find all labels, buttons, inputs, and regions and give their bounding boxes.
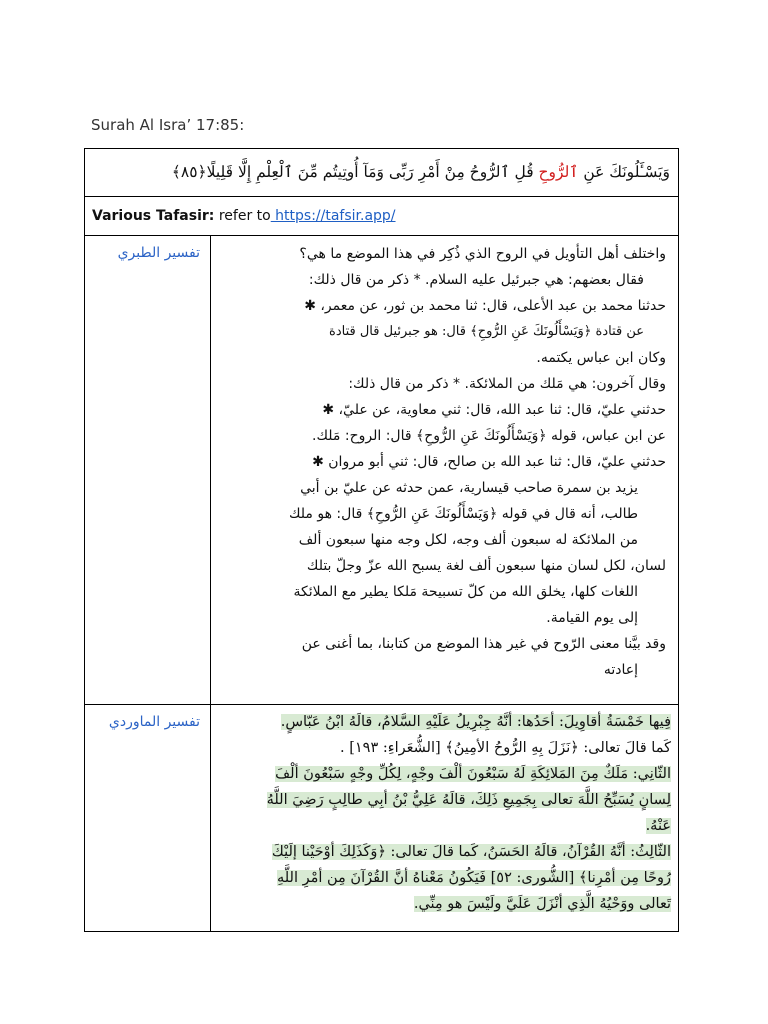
verse-highlight-word: ٱلرُّوحِ — [538, 163, 579, 181]
tabari-line: عن ابن عباس، قوله ﴿وَيَسْأَلُونَكَ عَنِ الرُّوحِ﴾ قال: الروح: مَلك. — [312, 428, 666, 444]
mawardi-line: لِسانٍ يُسَبِّحُ اللَّهَ تعالى بِجَمِيعِ ذَلِكَ، قالَهُ عَلِيُّ بْنُ أبِي طالِبٍ رَضِيَ اللَّهُ — [266, 792, 671, 808]
tabari-name-cell — [85, 236, 211, 705]
tabari-line: عن قتادة ﴿وَيَسْأَلُونَكَ عَنِ الرُّوحِ﴾ قال: هو جبرئيل قال قتادة — [329, 324, 644, 339]
tafsir-ref-text: refer to — [214, 208, 271, 224]
tafsir-ref-row — [85, 197, 679, 236]
mawardi-name: تفسير الماوردي — [108, 714, 200, 730]
mawardi-name-cell — [85, 705, 211, 932]
tabari-line: حدثني عليّ، قال: ثنا عبد الله بن صالح، قال: ثني أبو مروان ✱ — [312, 454, 666, 470]
tabari-line: طالب، أنه قال في قوله ﴿وَيَسْأَلُونَكَ عَنِ الرُّوحِ﴾ قال: هو ملك — [288, 506, 638, 522]
tabari-line: لسان، لكل لسان منها سبعون ألف لغة يسبح الله عزّ وجلّ بتلك — [306, 558, 666, 574]
mawardi-row — [85, 705, 679, 932]
tabari-line: حدثني عليّ، قال: ثنا عبد الله، قال: ثني معاوية، عن عليّ، ✱ — [322, 402, 666, 418]
tabari-line: إلى يوم القيامة. — [546, 610, 638, 626]
document-title: Surah Al Isra’ 17:85: — [91, 116, 245, 134]
tabari-line: واختلف أهل التأويل في الروح الذي ذُكِر في هذا الموضع ما هي؟ — [299, 246, 666, 262]
tabari-line: فقال بعضهم: هي جبرئيل عليه السلام. * ذكر من قال ذلك: — [308, 272, 644, 288]
mawardi-line: تَعالى ووَحْيُهُ الَّذِي أنْزَلَ عَلَيَّ ولَيْسَ هو مِنِّي. — [413, 896, 671, 912]
verse-text-part1: وَيَسْـَٔلُونَكَ عَنِ — [578, 163, 670, 181]
mawardi-line: كَما قالَ تعالى: ﴿نَزَلَ بِهِ الرُّوحُ الأمِينُ﴾ [الشُّعَراءِ: ١٩٣] . — [340, 740, 671, 756]
tabari-line: وقد بيَّنا معنى الرّوح في غير هذا الموضع من كتابنا، بما أغنى عن — [301, 636, 666, 652]
mawardi-line: رُوحًا مِن أمْرِنا﴾ [الشُّورى: ٥٢] فَيَكُونُ مَعْناهُ أنَّ القُرْآنَ مِن أمْرِ اللَّهِ — [276, 870, 671, 886]
tabari-text-cell — [211, 236, 679, 705]
tabari-line: يزيد بن سمرة صاحب قيسارية، عمن حدثه عن عليّ بن أبي — [300, 480, 638, 496]
tabari-line: حدثنا محمد بن عبد الأعلى، قال: ثنا محمد بن ثور، عن معمر، ✱ — [304, 298, 666, 314]
verse-row — [85, 149, 679, 197]
mawardi-line: الثّانِي: مَلَكٌ مِنَ المَلائِكَةِ لَهُ سَبْعُونَ ألْفَ وجْهٍ، لِكُلِّ وجْهٍ سَبْعُونَ ألْفَ — [275, 766, 671, 782]
verse-text-part2: قُلِ ٱلرُّوحُ مِنْ أَمْرِ رَبِّى وَمَآ أُوتِيتُم مِّنَ ٱلْعِلْمِ إِلَّا قَلِيلًا﴿٨٥﴾ — [171, 163, 539, 181]
mawardi-line: الثّالِثُ: أنَّهُ القُرْآنُ، قالَهُ الحَسَنُ، كَما قالَ تعالى: ﴿وَكَذَلِكَ أوْحَيْنا إلَيْكَ — [271, 844, 671, 860]
tabari-line: وكان ابن عباس يكتمه. — [536, 350, 666, 366]
tafsir-app-link[interactable]: https://tafsir.app/ — [270, 208, 396, 224]
mawardi-line: عَنْهُ. — [645, 818, 671, 834]
tabari-row — [85, 236, 679, 705]
tabari-line: إعادته — [603, 662, 638, 678]
tabari-line: وقال آخرون: هي مَلك من الملائكة. * ذكر من قال ذلك: — [348, 376, 666, 392]
tafsir-table — [84, 148, 679, 932]
mawardi-line: فِيها خَمْسَةُ أقاوِيلَ: أحَدُها: أنَّهُ جِبْرِيلُ عَلَيْهِ السَّلامُ، قالَهُ ابْنُ عَبّاسٍ. — [280, 714, 671, 730]
tabari-line: اللغات كلها، يخلق الله من كلّ تسبيحة مَلكا يطير مع الملائكة — [293, 584, 638, 600]
verse-cell — [85, 149, 679, 197]
mawardi-text-cell — [211, 705, 679, 932]
tafsir-ref-cell — [85, 197, 679, 236]
tafsir-ref-label: Various Tafasir: — [92, 208, 215, 224]
tabari-name: تفسير الطبري — [117, 245, 200, 261]
tabari-line: من الملائكة له سبعون ألف وجه، لكل وجه منها سبعون ألف — [298, 532, 638, 548]
